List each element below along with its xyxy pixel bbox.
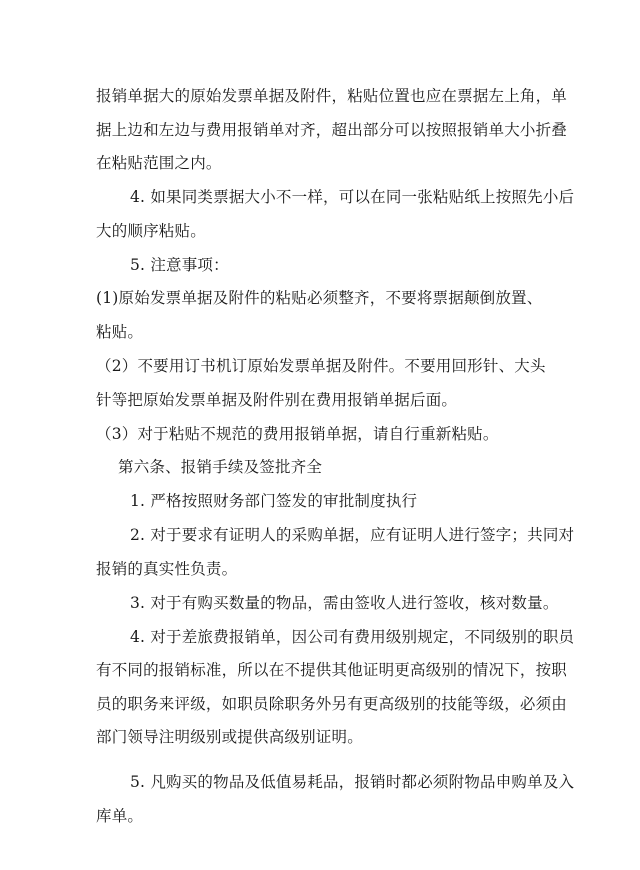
paragraph-line: 3. 对于有购买数量的物品，需由签收人进行签收，核对数量。 <box>130 594 559 612</box>
paragraph-line: 报销的真实性负责。 <box>96 560 238 578</box>
paragraph-line: 5. 凡购买的物品及低值易耗品，报销时都必须附物品申购单及入 <box>130 773 575 791</box>
paragraph-line: 大的顺序粘贴。 <box>96 222 206 240</box>
paragraph-line: 库单。 <box>96 807 144 825</box>
paragraph-line: 1. 严格按照财务部门签发的审批制度执行 <box>130 492 418 510</box>
paragraph-line: 有不同的报销标准，所以在不提供其他证明更高级别的情况下，按职 <box>96 661 568 679</box>
section-heading: 5. 注意事项： <box>130 256 229 274</box>
paragraph-line: 据上边和左边与费用报销单对齐，超出部分可以按照报销单大小折叠 <box>96 121 568 139</box>
paragraph-line: 粘贴。 <box>96 323 144 341</box>
paragraph-line: （2）不要用订书机订原始发票单据及附件。不要用回形针、大头 <box>96 357 546 375</box>
paragraph-line: 4. 对于差旅费报销单，因公司有费用级别规定，不同级别的职员 <box>130 628 575 646</box>
paragraph-line: (1)原始发票单据及附件的粘贴必须整齐，不要将票据颠倒放置、 <box>96 289 543 307</box>
paragraph-line: 在粘贴范围之内。 <box>96 154 222 172</box>
paragraph-line: 2. 对于要求有证明人的采购单据，应有证明人进行签字；共同对 <box>130 526 575 544</box>
paragraph-line: 报销单据大的原始发票单据及附件，粘贴位置也应在票据左上角，单 <box>96 87 568 105</box>
paragraph-line: 部门领导注明级别或提供高级别证明。 <box>96 728 363 746</box>
paragraph-line: 4. 如果同类票据大小不一样，可以在同一张粘贴纸上按照先小后 <box>130 188 575 206</box>
article-heading: 第六条、报销手续及签批齐全 <box>118 458 323 476</box>
paragraph-line: 针等把原始发票单据及附件别在费用报销单据后面。 <box>96 391 458 409</box>
paragraph-line: 员的职务来评级，如职员除职务外另有更高级别的技能等级，必须由 <box>96 695 568 713</box>
paragraph-line: （3）对于粘贴不规范的费用报销单据，请自行重新粘贴。 <box>96 425 499 443</box>
